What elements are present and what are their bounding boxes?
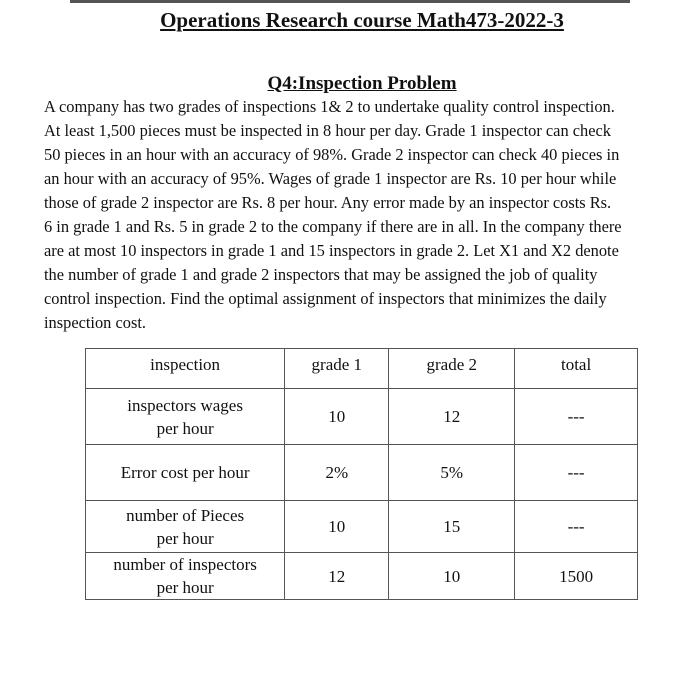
row-label-line: Error cost per hour [120, 463, 250, 482]
table-row [86, 501, 638, 553]
cell-grade-1: 2% [285, 445, 389, 501]
problem-line: At least 1,500 pieces must be inspected in 8 hour per day. Grade 1 inspector can check [44, 121, 611, 140]
row-label-line: number of Pieces [126, 505, 245, 525]
row-label-line: per hour [156, 528, 214, 548]
cell-total: 1500 [515, 553, 638, 600]
table-row [86, 445, 638, 501]
cell-grade-2: 12 [389, 389, 515, 445]
row-label-line: per hour [156, 578, 214, 597]
problem-line: the number of grade 1 and grade 2 inspectors that may be assigned the job of quality [44, 265, 598, 284]
problem-statement [44, 95, 684, 335]
row-label-line: inspectors wages [127, 395, 243, 415]
row-label [86, 389, 285, 445]
cell-total: --- [515, 389, 638, 445]
problem-line: 50 pieces in an hour with an accuracy of 98%. Grade 2 inspector can check 40 pieces in [44, 145, 620, 164]
table-row [86, 389, 638, 445]
row-label-line: number of inspectors [113, 555, 257, 574]
question-title: Q4:Inspection Problem [267, 73, 457, 94]
cell-grade-1: 10 [285, 389, 389, 445]
header-grade-2: grade 2 [389, 349, 515, 389]
cell-total: --- [515, 445, 638, 501]
inspection-table [85, 348, 638, 600]
cell-grade-2: 15 [389, 501, 515, 553]
problem-line: control inspection. Find the optimal assignment of inspectors that minimizes the daily [44, 289, 607, 308]
cell-total: --- [515, 501, 638, 553]
problem-line: are at most 10 inspectors in grade 1 and 15 inspectors in grade 2. Let X1 and X2 denote [44, 241, 619, 260]
row-label [86, 553, 285, 600]
header-total: total [515, 349, 638, 389]
problem-line: an hour with an accuracy of 95%. Wages of grade 1 inspector are Rs. 10 per hour while [44, 169, 617, 188]
table-header-row [86, 349, 638, 389]
top-rule [70, 0, 630, 3]
table-row [86, 553, 638, 600]
cell-grade-2: 5% [389, 445, 515, 501]
problem-line: 6 in grade 1 and Rs. 5 in grade 2 to the company if there are in all. In the company there [44, 217, 622, 236]
problem-line: those of grade 2 inspector are Rs. 8 per hour. Any error made by an inspector costs Rs. [44, 193, 612, 212]
course-title: Operations Research course Math473-2022-3 [160, 8, 564, 32]
header-inspection: inspection [86, 349, 285, 389]
row-label-line: per hour [156, 418, 214, 438]
problem-line: inspection cost. [44, 313, 146, 332]
header-grade-1: grade 1 [285, 349, 389, 389]
problem-line: A company has two grades of inspections 1& 2 to undertake quality control inspection. [44, 97, 615, 116]
row-label [86, 445, 285, 501]
cell-grade-1: 10 [285, 501, 389, 553]
row-label [86, 501, 285, 553]
cell-grade-1: 12 [285, 553, 389, 600]
cell-grade-2: 10 [389, 553, 515, 600]
